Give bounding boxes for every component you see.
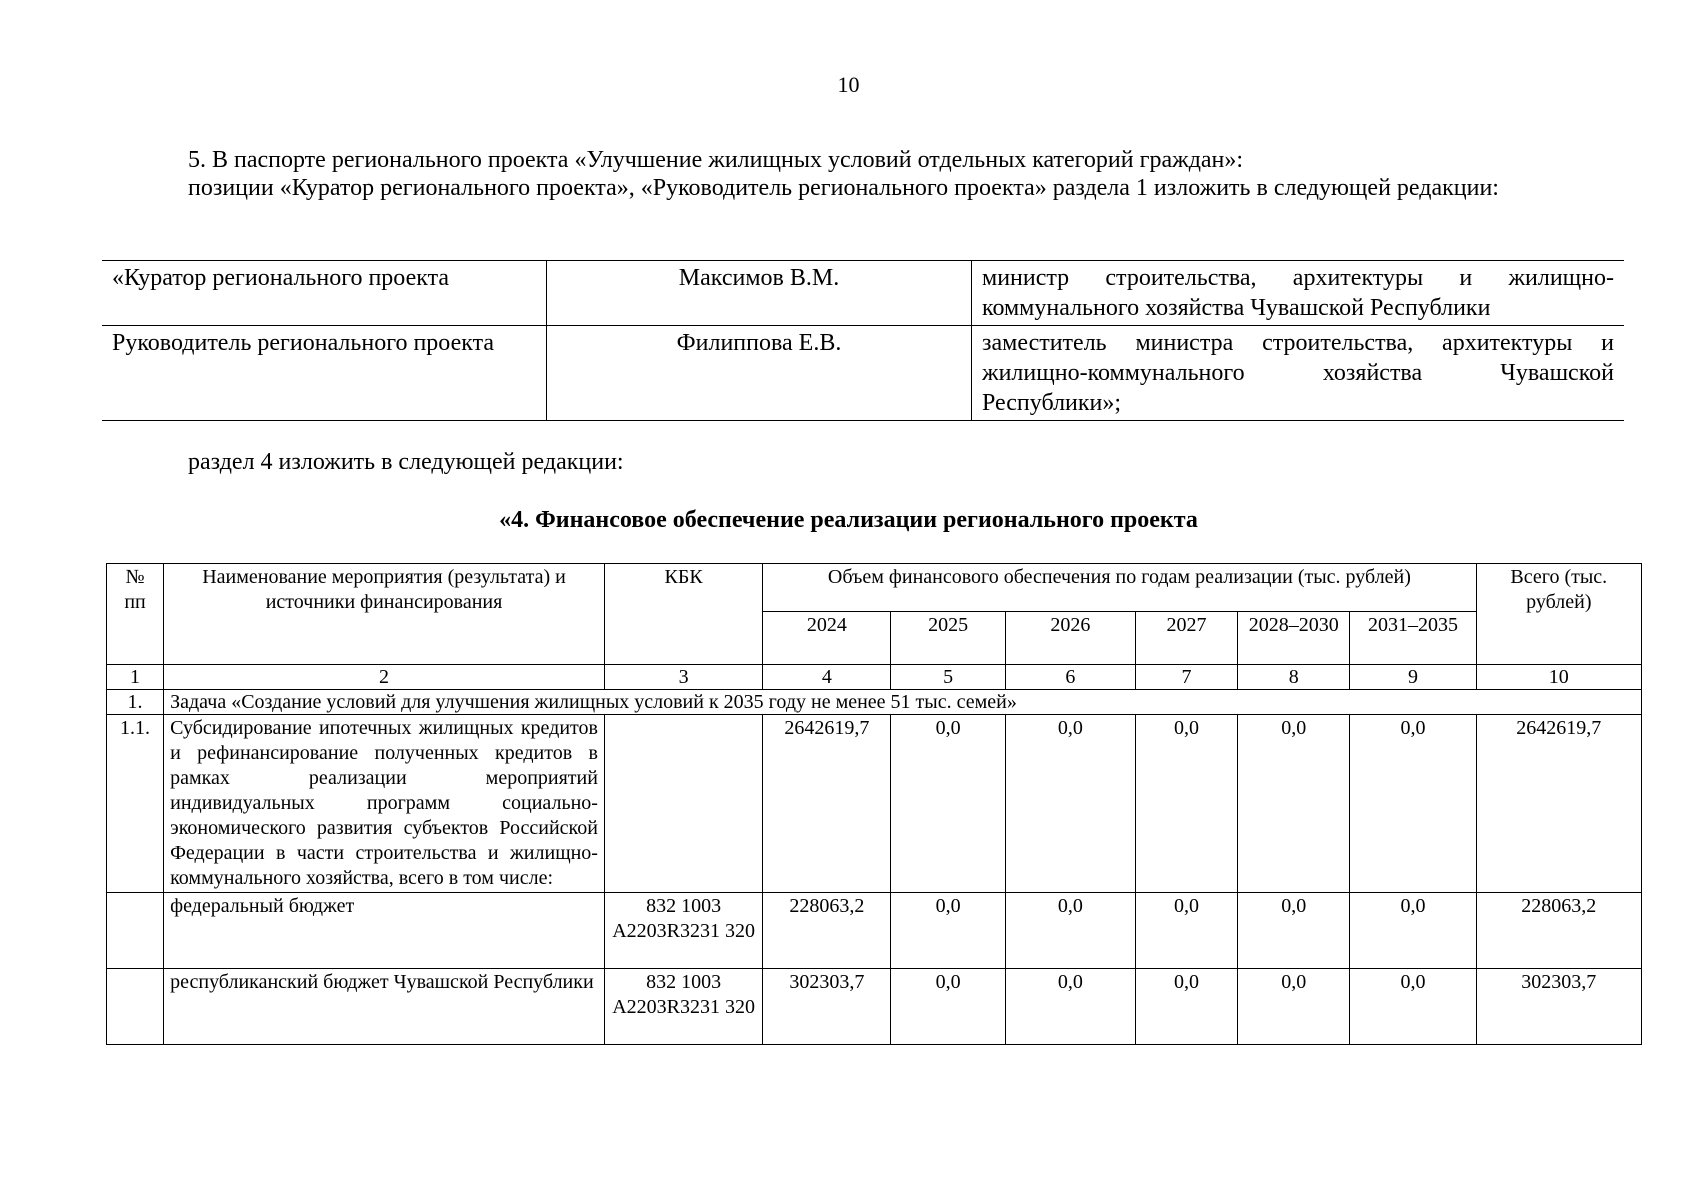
row-value: 228063,2 (763, 893, 891, 969)
official-name: Максимов В.М. (547, 261, 972, 326)
table-row (107, 715, 1642, 893)
row-total: 302303,7 (1476, 969, 1641, 1045)
official-role: «Куратор регионального проекта (102, 261, 547, 326)
paragraph-item-5: 5. В паспорте регионального проекта «Улучшение жилищных условий отдельных категорий граждан»: (188, 147, 1244, 173)
official-position: министр строительства, архитектуры и жилищно-коммунального хозяйства Чувашской Республики (972, 261, 1625, 326)
row-kbk (604, 715, 762, 893)
header-total: Всего (тыс. рублей) (1476, 564, 1641, 665)
task-num: 1. (107, 690, 164, 715)
table-row (102, 326, 1624, 421)
column-index-row (107, 665, 1642, 690)
paragraph-section-4: раздел 4 изложить в следующей редакции: (188, 449, 624, 475)
row-num: 1.1. (107, 715, 164, 893)
official-position: заместитель министра строительства, архитектуры и жилищно-коммунального хозяйства Чувашской Республики»; (972, 326, 1625, 421)
column-index: 8 (1238, 665, 1350, 690)
column-index: 1 (107, 665, 164, 690)
row-num (107, 969, 164, 1045)
official-role: Руководитель регионального проекта (102, 326, 547, 421)
column-index: 2 (164, 665, 605, 690)
row-value: 0,0 (1238, 715, 1350, 893)
header-year: 2031–2035 (1350, 612, 1476, 665)
row-value: 0,0 (1350, 715, 1476, 893)
header-year: 2025 (891, 612, 1005, 665)
task-row (107, 690, 1642, 715)
header-year: 2028–2030 (1238, 612, 1350, 665)
row-name: республиканский бюджет Чувашской Республики (164, 969, 605, 1045)
header-num: № пп (107, 564, 164, 665)
row-value: 0,0 (1005, 893, 1135, 969)
row-value: 0,0 (1135, 969, 1237, 1045)
task-text: Задача «Создание условий для улучшения жилищных условий к 2035 году не менее 51 тыс. семей» (164, 690, 1642, 715)
column-index: 4 (763, 665, 891, 690)
row-num (107, 893, 164, 969)
column-index: 5 (891, 665, 1005, 690)
column-index: 6 (1005, 665, 1135, 690)
row-value: 2642619,7 (763, 715, 891, 893)
row-value: 0,0 (1005, 715, 1135, 893)
row-kbk: 832 1003 А2203R3231 320 (604, 969, 762, 1045)
header-year: 2026 (1005, 612, 1135, 665)
row-value: 0,0 (1005, 969, 1135, 1045)
table-header-row (107, 564, 1642, 612)
finance-table (106, 563, 1642, 1045)
officials-table (102, 260, 1624, 421)
row-total: 2642619,7 (1476, 715, 1641, 893)
row-value: 0,0 (891, 893, 1005, 969)
table-row (107, 893, 1642, 969)
column-index: 3 (604, 665, 762, 690)
page-number: 10 (837, 72, 860, 97)
section-title: «4. Финансовое обеспечение реализации регионального проекта (499, 507, 1198, 533)
header-volume: Объем финансового обеспечения по годам реализации (тыс. рублей) (763, 564, 1476, 612)
row-total: 228063,2 (1476, 893, 1641, 969)
row-kbk: 832 1003 А2203R3231 320 (604, 893, 762, 969)
table-row (107, 969, 1642, 1045)
header-year: 2024 (763, 612, 891, 665)
row-value: 0,0 (1135, 893, 1237, 969)
table-row (102, 261, 1624, 326)
row-value: 0,0 (1238, 893, 1350, 969)
official-name: Филиппова Е.В. (547, 326, 972, 421)
row-name: Субсидирование ипотечных жилищных кредитов и рефинансирование полученных кредитов в рамках реализации мероприятий индивидуальных программ социально-экономического развития субъектов Российской Федерации в части строительства и жилищно-коммунального хозяйства, всего в том числе: (164, 715, 605, 893)
row-name: федеральный бюджет (164, 893, 605, 969)
column-index: 10 (1476, 665, 1641, 690)
row-value: 0,0 (1350, 893, 1476, 969)
row-value: 0,0 (891, 715, 1005, 893)
column-index: 9 (1350, 665, 1476, 690)
paragraph-positions: позиции «Куратор регионального проекта», «Руководитель регионального проекта» раздела 1 изложить в следующей редакции: (188, 175, 1499, 201)
header-name: Наименование мероприятия (результата) и источники финансирования (164, 564, 605, 665)
row-value: 302303,7 (763, 969, 891, 1045)
header-year: 2027 (1135, 612, 1237, 665)
header-kbk: КБК (604, 564, 762, 665)
row-value: 0,0 (1238, 969, 1350, 1045)
row-value: 0,0 (891, 969, 1005, 1045)
row-value: 0,0 (1350, 969, 1476, 1045)
column-index: 7 (1135, 665, 1237, 690)
row-value: 0,0 (1135, 715, 1237, 893)
